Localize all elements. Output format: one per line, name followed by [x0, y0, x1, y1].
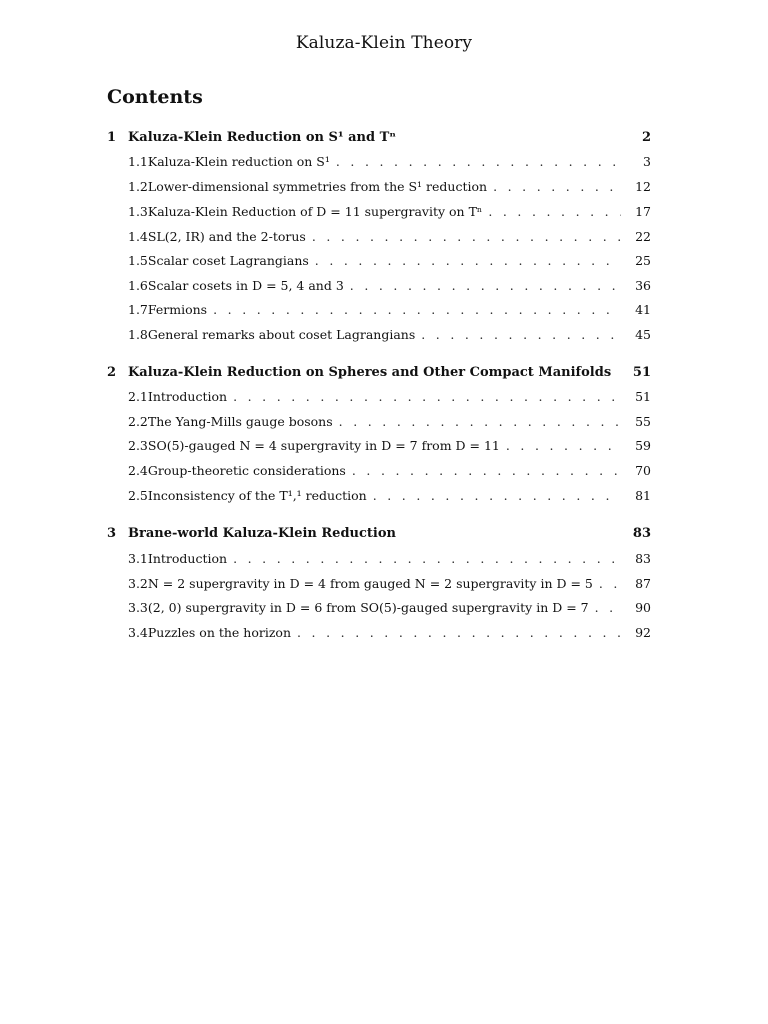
- toc-entry-title: Introduction: [147, 389, 228, 404]
- toc-page-number: 3: [643, 154, 651, 169]
- toc-dot-leader: [315, 253, 621, 268]
- toc-entry-title: Introduction: [147, 551, 228, 566]
- toc-page-number: 92: [635, 625, 651, 640]
- toc-page-number: 59: [635, 438, 651, 453]
- toc-entry-number: 1.5: [128, 253, 148, 268]
- toc-page-number: 55: [635, 414, 651, 429]
- toc-entry-title: SO(5)-gauged N = 4 supergravity in D = 7 from D = 11: [147, 438, 500, 453]
- toc-page-number: 87: [635, 576, 651, 591]
- contents-heading: Contents: [107, 86, 203, 108]
- toc-page-number: 83: [632, 526, 651, 541]
- toc-page-number: 2: [641, 130, 651, 145]
- toc-subsection-entry[interactable]: [107, 488, 651, 508]
- toc-dot-leader: [312, 229, 621, 244]
- toc-subsection-entry[interactable]: [107, 302, 651, 322]
- toc-entry-title: SL(2, IR) and the 2-torus: [147, 229, 306, 244]
- toc-subsection-entry[interactable]: [107, 389, 651, 409]
- toc-entry-title: Kaluza-Klein reduction on S¹: [147, 154, 330, 169]
- toc-subsection-entry[interactable]: [107, 154, 651, 174]
- toc-page-number: 51: [632, 365, 651, 380]
- toc-page-number: 70: [635, 463, 651, 478]
- toc-entry-title: Puzzles on the horizon: [147, 625, 292, 640]
- toc-page-number: 81: [635, 488, 651, 503]
- toc-page-number: 12: [635, 179, 651, 194]
- toc-entry-number: 1.7: [128, 302, 148, 317]
- toc-subsection-entry[interactable]: [107, 327, 651, 347]
- toc-subsection-entry[interactable]: [107, 204, 651, 224]
- toc-subsection-entry[interactable]: [107, 463, 651, 483]
- toc-entry-number: 2.5: [128, 488, 148, 503]
- toc-subsection-entry[interactable]: [107, 229, 651, 249]
- toc-dot-leader: [336, 154, 621, 169]
- toc-dot-leader: [352, 463, 621, 478]
- toc-dot-leader: [506, 438, 621, 453]
- toc-page-number: 22: [635, 229, 651, 244]
- toc-entry-number: 3.2: [128, 576, 148, 591]
- toc-page-number: 90: [635, 600, 651, 615]
- toc-dot-leader: [213, 302, 621, 317]
- toc-entry-number: 2.3: [128, 438, 148, 453]
- toc-entry-title: Fermions: [147, 302, 208, 317]
- toc-page-number: 36: [635, 278, 651, 293]
- toc-entry-number: 2.1: [128, 389, 148, 404]
- toc-entry-number: 1: [107, 130, 117, 145]
- toc-entry-title: Inconsistency of the T¹,¹ reduction: [147, 488, 367, 503]
- toc-entry-number: 3.1: [128, 551, 148, 566]
- toc-page-number: 51: [635, 389, 651, 404]
- toc-entry-title: Scalar coset Lagrangians: [147, 253, 309, 268]
- document-title: Kaluza-Klein Theory: [295, 33, 473, 53]
- toc-page-number: 25: [635, 253, 651, 268]
- toc-dot-leader: [421, 327, 621, 342]
- toc-subsection-entry[interactable]: [107, 600, 651, 620]
- toc-page-number: 17: [635, 204, 651, 219]
- toc-entry-title: Brane-world Kaluza-Klein Reduction: [128, 526, 396, 541]
- toc-entry-number: 1.8: [128, 327, 148, 342]
- toc-entry-number: 1.1: [128, 154, 148, 169]
- toc-page-number: 41: [635, 302, 651, 317]
- toc-dot-leader: [373, 488, 621, 503]
- toc-section-entry[interactable]: [107, 526, 651, 546]
- toc-entry-number: 3.4: [128, 625, 148, 640]
- toc-entry-title: Scalar cosets in D = 5, 4 and 3: [147, 278, 344, 293]
- toc-entry-title: Group-theoretic considerations: [147, 463, 346, 478]
- toc-entry-number: 3: [107, 526, 117, 541]
- toc-subsection-entry[interactable]: [107, 414, 651, 434]
- toc-subsection-entry[interactable]: [107, 576, 651, 596]
- toc-dot-leader: [233, 389, 621, 404]
- toc-subsection-entry[interactable]: [107, 253, 651, 273]
- toc-dot-leader: [595, 600, 621, 615]
- toc-entry-number: 2.4: [128, 463, 148, 478]
- toc-entry-title: Kaluza-Klein Reduction on S¹ and Tⁿ: [128, 130, 397, 145]
- toc-entry-number: 1.6: [128, 278, 148, 293]
- toc-entry-title: Kaluza-Klein Reduction on Spheres and Other Compact Manifolds: [128, 365, 612, 380]
- toc-entry-title: Kaluza-Klein Reduction of D = 11 supergravity on Tⁿ: [147, 204, 483, 219]
- toc-dot-leader: [493, 179, 621, 194]
- toc-subsection-entry[interactable]: [107, 625, 651, 645]
- toc-subsection-entry[interactable]: [107, 278, 651, 298]
- toc-dot-leader: [297, 625, 621, 640]
- toc-subsection-entry[interactable]: [107, 438, 651, 458]
- toc-section-entry[interactable]: [107, 130, 651, 150]
- toc-entry-title: (2, 0) supergravity in D = 6 from SO(5)-gauged supergravity in D = 7: [147, 600, 589, 615]
- toc-entry-number: 2: [107, 365, 117, 380]
- toc-entry-number: 3.3: [128, 600, 148, 615]
- toc-entry-title: General remarks about coset Lagrangians: [147, 327, 416, 342]
- toc-dot-leader: [488, 204, 621, 219]
- toc-entry-title: The Yang-Mills gauge bosons: [147, 414, 333, 429]
- toc-entry-number: 1.4: [128, 229, 148, 244]
- toc-dot-leader: [599, 576, 621, 591]
- toc-subsection-entry[interactable]: [107, 179, 651, 199]
- toc-page-number: 83: [635, 551, 651, 566]
- toc-section-entry[interactable]: [107, 365, 651, 385]
- toc-entry-number: 1.2: [128, 179, 148, 194]
- toc-subsection-entry[interactable]: [107, 551, 651, 571]
- toc-entry-title: N = 2 supergravity in D = 4 from gauged N = 2 supergravity in D = 5: [147, 576, 593, 591]
- toc-dot-leader: [233, 551, 621, 566]
- toc-dot-leader: [339, 414, 621, 429]
- toc-dot-leader: [350, 278, 621, 293]
- toc-page-number: 45: [635, 327, 651, 342]
- toc-entry-number: 2.2: [128, 414, 148, 429]
- toc-entry-number: 1.3: [128, 204, 148, 219]
- toc-entry-title: Lower-dimensional symmetries from the S¹ reduction: [147, 179, 488, 194]
